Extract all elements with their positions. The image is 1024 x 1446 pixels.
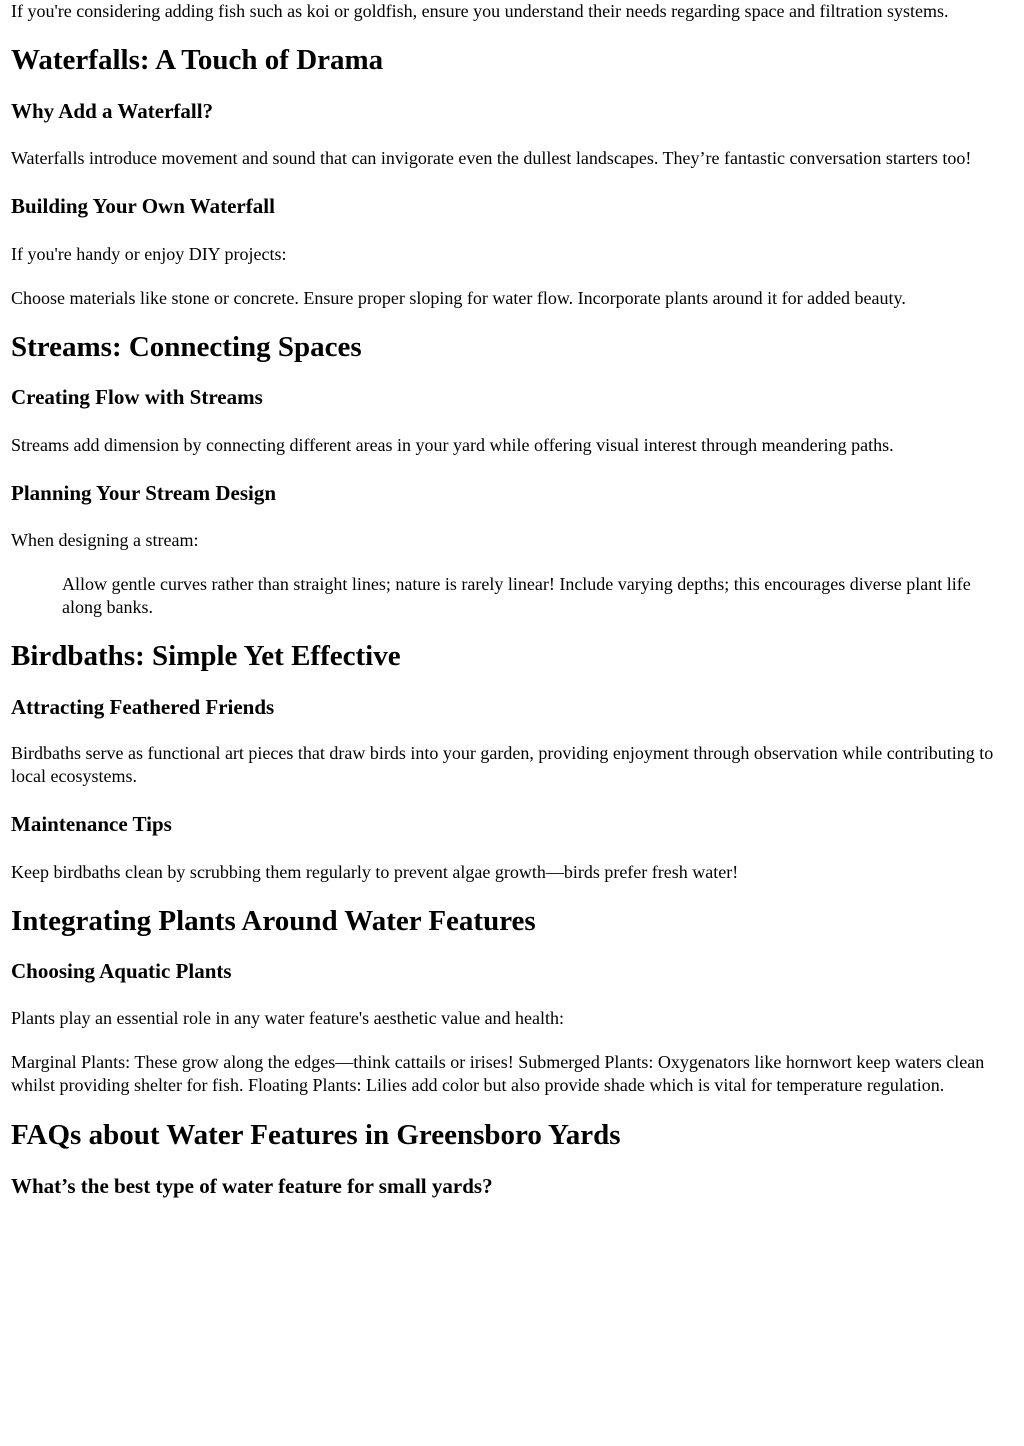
choosing-plants-paragraph: Marginal Plants: These grow along the edges—think cattails or irises! Submerged Plants: Oxygenators like hornwort keep waters clean whilst providing shelter for fish. Floating Plants: Lilies add color but also provide shade which is vital for temperature regulation. [11,1052,985,1095]
attracting-birds-paragraph: Birdbaths serve as functional art pieces that draw birds into your garden, providing enjoyment through observation while contributing to local ecosystems. [11,743,994,786]
choosing-plants-lead: Plants play an essential role in any water feature's aesthetic value and health: [11,1008,565,1028]
planning-stream-quote: Allow gentle curves rather than straight lines; nature is rarely linear! Include varying depths; this encourages diverse plant life along banks. [62,574,971,617]
faqs-heading: FAQs about Water Features in Greensboro Yards [11,1119,621,1151]
streams-heading: Streams: Connecting Spaces [11,331,362,363]
waterfalls-heading: Waterfalls: A Touch of Drama [11,44,384,76]
attracting-birds-heading: Attracting Feathered Friends [11,695,275,719]
creating-flow-heading: Creating Flow with Streams [11,385,263,409]
why-waterfall-paragraph: Waterfalls introduce movement and sound that can invigorate even the dullest landscapes. They’re fantastic conversation starters too! [11,148,972,168]
maintenance-tips-paragraph: Keep birdbaths clean by scrubbing them regularly to prevent algae growth—birds prefer fresh water! [11,862,739,882]
plants-heading: Integrating Plants Around Water Features [11,905,536,937]
fish-note-paragraph: If you're considering adding fish such as koi or goldfish, ensure you understand their needs regarding space and filtration systems. [11,1,949,21]
building-waterfall-paragraph: Choose materials like stone or concrete. Ensure proper sloping for water flow. Incorporate plants around it for added beauty. [11,288,906,308]
creating-flow-paragraph: Streams add dimension by connecting different areas in your yard while offering visual interest through meandering paths. [11,435,894,455]
choosing-plants-heading: Choosing Aquatic Plants [11,959,232,983]
why-waterfall-heading: Why Add a Waterfall? [11,99,214,123]
maintenance-tips-heading: Maintenance Tips [11,812,172,836]
building-waterfall-lead: If you're handy or enjoy DIY projects: [11,244,287,264]
faq-small-yards-heading: What’s the best type of water feature for small yards? [11,1174,493,1198]
planning-stream-lead: When designing a stream: [11,530,199,550]
planning-stream-heading: Planning Your Stream Design [11,481,277,505]
birdbaths-heading: Birdbaths: Simple Yet Effective [11,640,401,672]
building-waterfall-heading: Building Your Own Waterfall [11,194,275,218]
